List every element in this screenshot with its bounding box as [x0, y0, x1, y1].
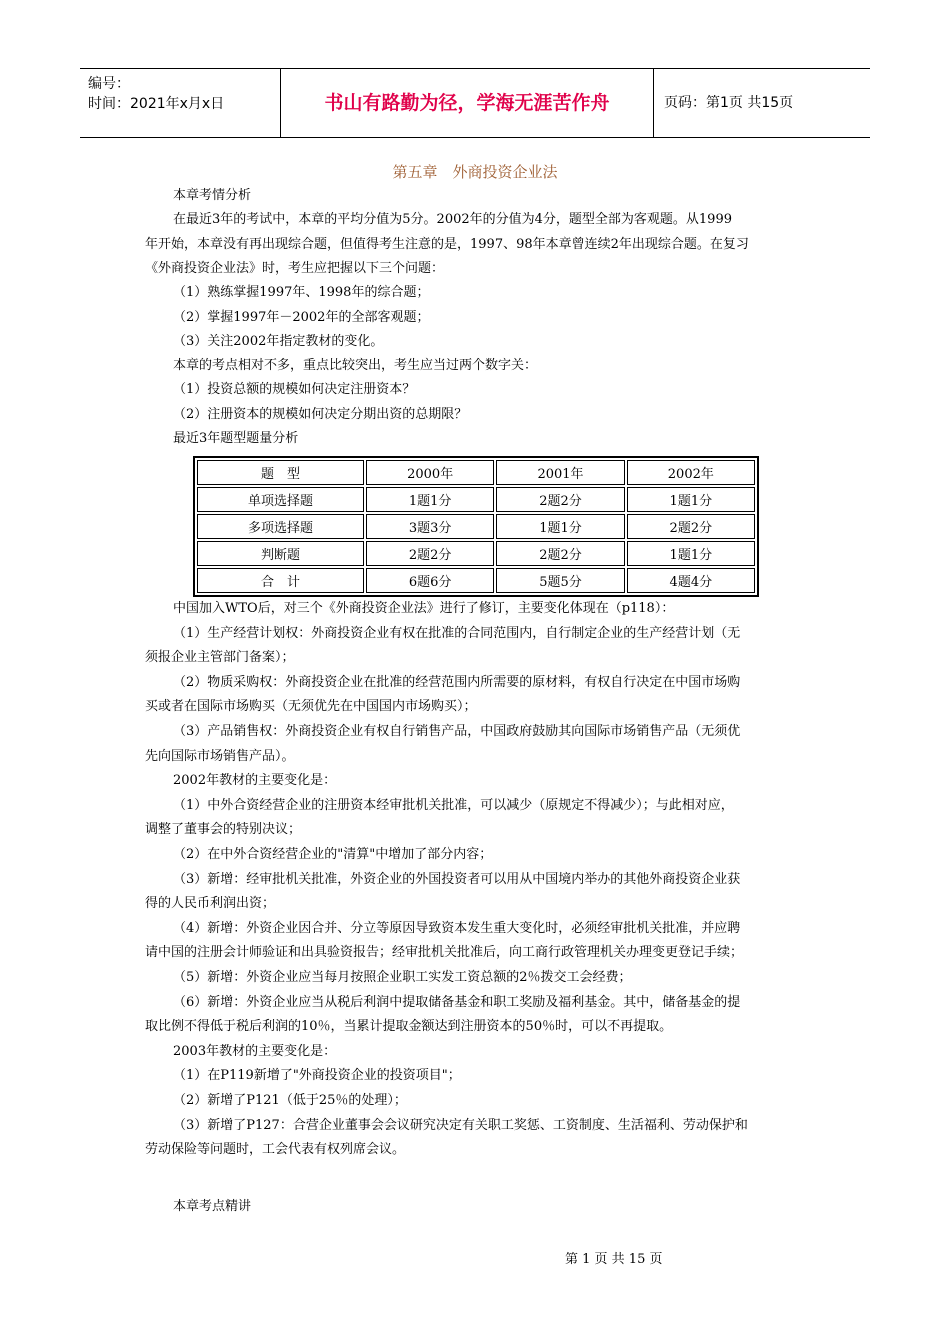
- body-text-line: （2）新增了P121（低于25％的处理）；: [173, 1093, 407, 1108]
- body-text-line: （1）投资总额的规模如何决定注册资本？: [173, 382, 416, 398]
- section-heading: 本章考点精讲: [173, 1199, 252, 1214]
- table-row: [197, 514, 755, 539]
- number-label: 编号：: [88, 76, 130, 92]
- table-row: [197, 541, 755, 566]
- body-text-line: 《外商投资企业法》时，考生应把握以下三个问题：: [145, 260, 445, 276]
- table-header-cell: 2002年: [627, 460, 755, 485]
- body-text-line: 中国加入WTO后，对三个《外商投资企业法》进行了修订，主要变化体现在（p118）：: [173, 601, 675, 616]
- table-cell: 2题2分: [496, 541, 624, 566]
- table-header-row: [197, 460, 755, 485]
- table-cell: 1题1分: [627, 541, 755, 566]
- body-text-line: 最近3年题型题量分析: [173, 431, 299, 446]
- table-header-cell: 2001年: [496, 460, 624, 485]
- table-header-cell: 2000年: [366, 460, 494, 485]
- table-cell: 5题5分: [496, 568, 624, 593]
- body-text-line: 本章考情分析: [173, 188, 252, 203]
- body-text-line: （1）生产经营计划权：外商投资企业有权在批准的合同范围内，自行制定企业的生产经营计划（无: [173, 625, 741, 641]
- body-text-line: （3）关注2002年指定教材的变化。: [173, 333, 384, 349]
- table-cell: 6题6分: [366, 568, 494, 593]
- body-text-line: （2）物质采购权：外商投资企业在批准的经营范围内所需要的原材料，有权自行决定在中国市场购: [173, 674, 741, 690]
- body-text-line: 劳动保险等问题时，工会代表有权列席会议。: [145, 1142, 406, 1158]
- table-cell: 1题1分: [496, 514, 624, 539]
- header-page-info: 页码：第1页 共15页: [664, 95, 794, 111]
- body-text-line: 买或者在国际市场购买（无须优先在中国国内市场购买）；: [145, 699, 477, 715]
- page-footer: 第 1 页 共 15 页: [565, 1252, 663, 1267]
- time-label: 时间：2021年x月x日: [88, 96, 225, 112]
- table-cell: 2题2分: [627, 514, 755, 539]
- table-cell: 2题2分: [366, 541, 494, 566]
- body-text-line: 得的人民币利润出资；: [145, 896, 276, 912]
- body-text-line: 年开始，本章没有再出现综合题，但值得考生注意的是，1997、98年本章曾连续2年出现综合题。在复习: [145, 236, 749, 252]
- body-text-line: （1）熟练掌握1997年、1998年的综合题；: [173, 285, 430, 301]
- body-text-line: （4）新增：外资企业因合并、分立等原因导致资本发生重大变化时，必须经审批机关批准，并应聘: [173, 920, 741, 936]
- body-text-line: 2002年教材的主要变化是：: [173, 773, 337, 789]
- table-row: [197, 487, 755, 512]
- page-header: [80, 68, 870, 138]
- body-text-line: 取比例不得低于税后利润的10％，当累计提取金额达到注册资本的50％时，可以不再提取。: [145, 1019, 673, 1035]
- body-text-line: 调整了董事会的特别决议；: [145, 822, 302, 838]
- body-text-line: 请中国的注册会计师验证和出具验资报告；经审批机关批准后，向工商行政管理机关办理变更登记手续；: [145, 945, 744, 961]
- header-meta: [80, 69, 281, 137]
- body-text-line: （5）新增：外资企业应当每月按照企业职工实发工资总额的2％拨交工会经费；: [173, 970, 632, 985]
- table-cell: 多项选择题: [197, 514, 364, 539]
- table-cell: 2题2分: [496, 487, 624, 512]
- body-text-line: （3）新增了P127：合营企业董事会会议研究决定有关职工奖惩、工资制度、生活福利、劳动保护和: [173, 1117, 748, 1133]
- body-text-line: （6）新增：外资企业应当从税后利润中提取储备基金和职工奖励及福利基金。其中，储备基金的提: [173, 994, 741, 1010]
- table-cell: 1题1分: [627, 487, 755, 512]
- body-text-line: 本章的考点相对不多，重点比较突出，考生应当过两个数字关：: [173, 358, 538, 374]
- question-stats-table: [193, 456, 759, 597]
- body-text-line: （2）注册资本的规模如何决定分期出资的总期限？: [173, 406, 468, 422]
- chapter-title: 第五章 外商投资企业法: [392, 163, 558, 181]
- table-row: [197, 568, 755, 593]
- table-cell: 单项选择题: [197, 487, 364, 512]
- body-text-line: （1）中外合资经营企业的注册资本经审批机关批准，可以减少（原规定不得减少）；与此相对应，: [173, 797, 734, 813]
- body-text-line: （3）新增：经审批机关批准，外资企业的外国投资者可以用从中国境内举办的其他外商投资企业获: [173, 871, 741, 887]
- body-text-line: （2）掌握1997年－2002年的全部客观题；: [173, 309, 430, 325]
- body-text-line: 在最近3年的考试中，本章的平均分值为5分。2002年的分值为4分，题型全部为客观题。从1999: [173, 212, 732, 228]
- header-motto: 书山有路勤为径，学海无涯苦作舟: [281, 69, 654, 137]
- body-text-line: 2003年教材的主要变化是：: [173, 1043, 337, 1059]
- table-cell: 4题4分: [627, 568, 755, 593]
- body-text-line: （3）产品销售权：外商投资企业有权自行销售产品，中国政府鼓励其向国际市场销售产品（无须优: [173, 724, 741, 739]
- body-text-line: 先向国际市场销售产品）。: [145, 748, 295, 764]
- table-cell: 合 计: [197, 568, 364, 593]
- body-text-line: 须报企业主管部门备案）；: [145, 650, 295, 666]
- table-cell: 判断题: [197, 541, 364, 566]
- body-text-line: （1）在P119新增了"外商投资企业的投资项目"；: [173, 1068, 461, 1084]
- body-text-line: （2）在中外合资经营企业的"清算"中增加了部分内容；: [173, 847, 493, 862]
- table-cell: 3题3分: [366, 514, 494, 539]
- table-cell: 1题1分: [366, 487, 494, 512]
- table-header-cell: 题 型: [197, 460, 364, 485]
